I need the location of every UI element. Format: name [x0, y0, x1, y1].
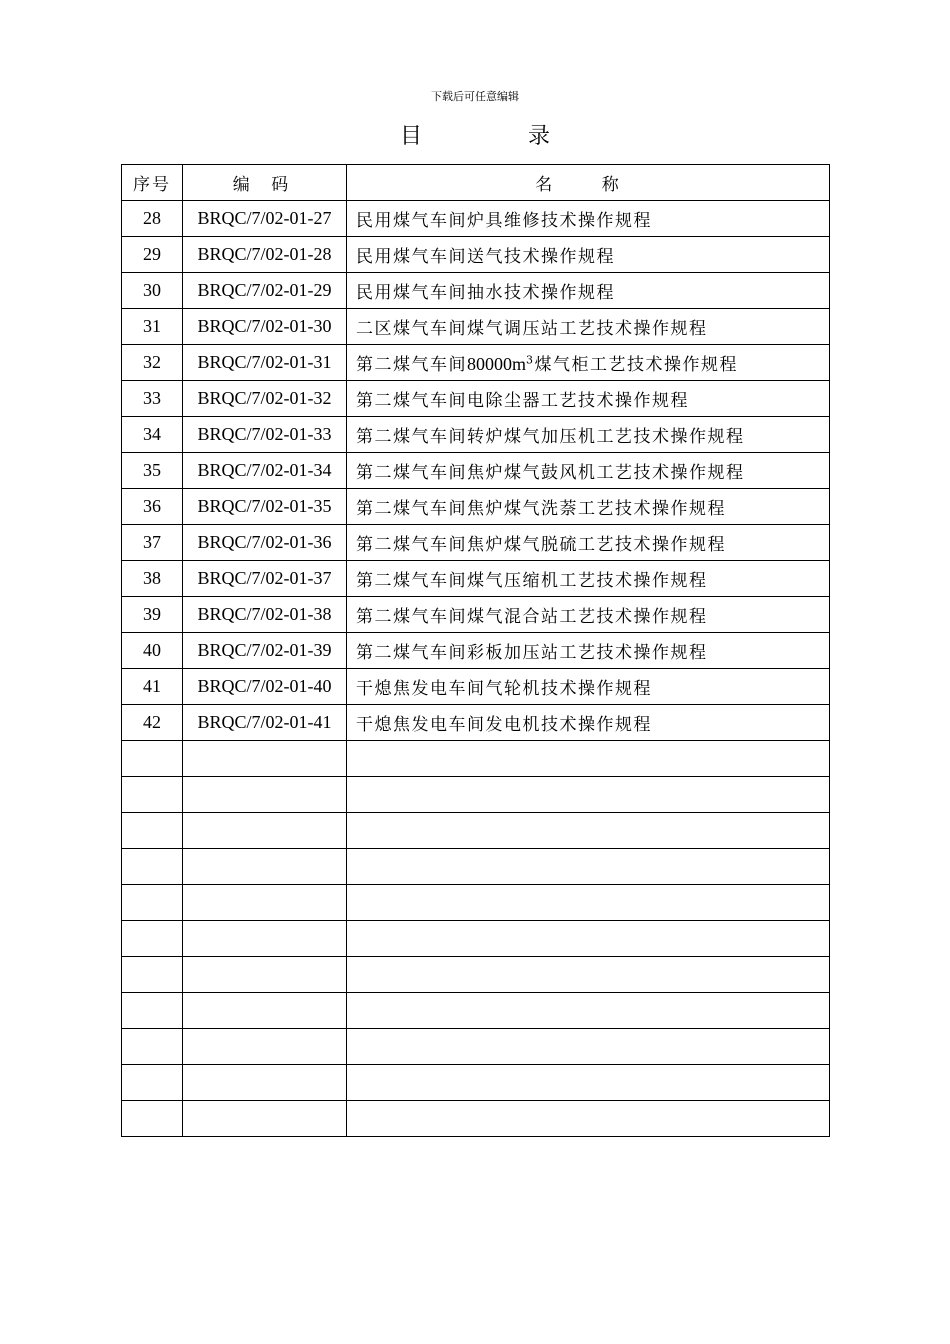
- empty-cell: [183, 741, 347, 777]
- empty-cell: [122, 921, 183, 957]
- row-name: 第二煤气车间彩板加压站工艺技术操作规程: [347, 633, 830, 669]
- empty-cell: [122, 993, 183, 1029]
- header-serial-number: 序号: [122, 165, 183, 201]
- header-code: 编 码: [183, 165, 347, 201]
- row-number: 34: [122, 417, 183, 453]
- header-note: 下载后可任意编辑: [431, 90, 519, 103]
- empty-cell: [347, 993, 830, 1029]
- row-name: 干熄焦发电车间气轮机技术操作规程: [347, 669, 830, 705]
- row-name: 民用煤气车间送气技术操作规程: [347, 237, 830, 273]
- empty-table-row: [122, 885, 830, 921]
- row-name: 第二煤气车间焦炉煤气鼓风机工艺技术操作规程: [347, 453, 830, 489]
- row-code: BRQC/7/02-01-38: [183, 597, 347, 633]
- row-number: 28: [122, 201, 183, 237]
- row-code: BRQC/7/02-01-39: [183, 633, 347, 669]
- row-number: 42: [122, 705, 183, 741]
- table-row: [122, 669, 830, 705]
- toc-table: [121, 164, 830, 1137]
- empty-cell: [347, 921, 830, 957]
- empty-table-row: [122, 849, 830, 885]
- empty-cell: [183, 777, 347, 813]
- empty-table-row: [122, 813, 830, 849]
- row-code: BRQC/7/02-01-34: [183, 453, 347, 489]
- empty-cell: [347, 777, 830, 813]
- row-name-suffix: 煤气柜工艺技术操作规程: [534, 355, 739, 375]
- table-row: [122, 525, 830, 561]
- row-name: 第二煤气车间焦炉煤气洗萘工艺技术操作规程: [347, 489, 830, 525]
- header-name: 名 称: [347, 165, 830, 201]
- row-number: 29: [122, 237, 183, 273]
- row-number: 37: [122, 525, 183, 561]
- table-row: [122, 237, 830, 273]
- table-header-row: [122, 165, 830, 201]
- empty-cell: [122, 1065, 183, 1101]
- empty-cell: [122, 741, 183, 777]
- empty-table-row: [122, 1029, 830, 1065]
- empty-cell: [122, 1029, 183, 1065]
- table-row: [122, 453, 830, 489]
- row-name: 二区煤气车间煤气调压站工艺技术操作规程: [347, 309, 830, 345]
- table-row: [122, 597, 830, 633]
- row-name: 第二煤气车间焦炉煤气脱硫工艺技术操作规程: [347, 525, 830, 561]
- empty-cell: [183, 921, 347, 957]
- row-name: 民用煤气车间炉具维修技术操作规程: [347, 201, 830, 237]
- row-number: 38: [122, 561, 183, 597]
- row-code: BRQC/7/02-01-37: [183, 561, 347, 597]
- row-code: BRQC/7/02-01-33: [183, 417, 347, 453]
- row-name: 第二煤气车间电除尘器工艺技术操作规程: [347, 381, 830, 417]
- empty-cell: [183, 1101, 347, 1137]
- table-row: [122, 381, 830, 417]
- empty-cell: [122, 813, 183, 849]
- row-code: BRQC/7/02-01-40: [183, 669, 347, 705]
- page-title: 目 录: [399, 124, 592, 149]
- empty-cell: [122, 777, 183, 813]
- table-row: [122, 345, 830, 381]
- empty-table-row: [122, 921, 830, 957]
- empty-cell: [347, 813, 830, 849]
- row-name: 干熄焦发电车间发电机技术操作规程: [347, 705, 830, 741]
- row-code: BRQC/7/02-01-36: [183, 525, 347, 561]
- row-number: 39: [122, 597, 183, 633]
- table-row: [122, 633, 830, 669]
- row-number: 31: [122, 309, 183, 345]
- row-number: 35: [122, 453, 183, 489]
- empty-cell: [347, 1101, 830, 1137]
- empty-table-row: [122, 777, 830, 813]
- row-name: 民用煤气车间抽水技术操作规程: [347, 273, 830, 309]
- row-number: 41: [122, 669, 183, 705]
- row-name: 第二煤气车间煤气混合站工艺技术操作规程: [347, 597, 830, 633]
- row-number: 30: [122, 273, 183, 309]
- empty-cell: [347, 741, 830, 777]
- row-name-prefix: 第二煤气车间: [356, 355, 467, 375]
- empty-table-row: [122, 1065, 830, 1101]
- row-name: 第二煤气车间转炉煤气加压机工艺技术操作规程: [347, 417, 830, 453]
- row-code: BRQC/7/02-01-28: [183, 237, 347, 273]
- row-name-volume: 80000m: [467, 354, 527, 374]
- empty-cell: [183, 885, 347, 921]
- table-row: [122, 309, 830, 345]
- row-code: BRQC/7/02-01-30: [183, 309, 347, 345]
- table-row: [122, 561, 830, 597]
- empty-table-row: [122, 957, 830, 993]
- empty-cell: [347, 957, 830, 993]
- table-row: [122, 489, 830, 525]
- empty-cell: [183, 1065, 347, 1101]
- empty-cell: [122, 885, 183, 921]
- empty-cell: [347, 885, 830, 921]
- row-name: 第二煤气车间煤气压缩机工艺技术操作规程: [347, 561, 830, 597]
- row-code: BRQC/7/02-01-32: [183, 381, 347, 417]
- row-number: 36: [122, 489, 183, 525]
- row-name-volume-exponent: 3: [526, 353, 535, 367]
- empty-cell: [122, 957, 183, 993]
- row-number: 32: [122, 345, 183, 381]
- row-code: BRQC/7/02-01-31: [183, 345, 347, 381]
- empty-cell: [122, 1101, 183, 1137]
- row-code: BRQC/7/02-01-35: [183, 489, 347, 525]
- empty-cell: [122, 849, 183, 885]
- empty-table-row: [122, 741, 830, 777]
- empty-cell: [347, 1065, 830, 1101]
- row-name: [347, 345, 830, 381]
- empty-cell: [183, 957, 347, 993]
- empty-cell: [183, 993, 347, 1029]
- row-number: 40: [122, 633, 183, 669]
- row-code: BRQC/7/02-01-27: [183, 201, 347, 237]
- table-row: [122, 273, 830, 309]
- empty-cell: [347, 1029, 830, 1065]
- row-code: BRQC/7/02-01-29: [183, 273, 347, 309]
- empty-cell: [183, 813, 347, 849]
- table-row: [122, 201, 830, 237]
- empty-table-row: [122, 1101, 830, 1137]
- empty-cell: [183, 849, 347, 885]
- row-number: 33: [122, 381, 183, 417]
- table-row: [122, 417, 830, 453]
- empty-cell: [183, 1029, 347, 1065]
- row-code: BRQC/7/02-01-41: [183, 705, 347, 741]
- empty-table-row: [122, 993, 830, 1029]
- empty-cell: [347, 849, 830, 885]
- table-row: [122, 705, 830, 741]
